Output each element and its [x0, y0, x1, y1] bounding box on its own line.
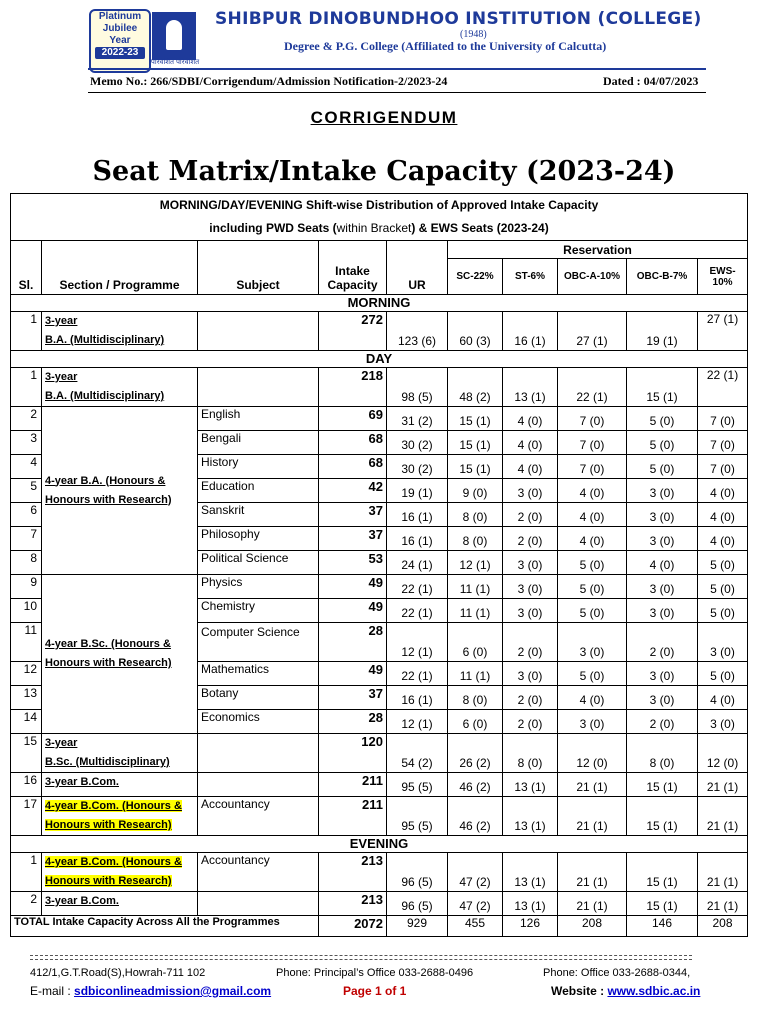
total-label: TOTAL Intake Capacity Across All the Programmes: [11, 916, 319, 937]
header-st: ST-6%: [503, 259, 558, 295]
table-row: 1 4-year B.Com. (Honours & Honours with Research) Accountancy 213 96 (5) 47 (2) 13 (1) 21 (1) 15 (1) 21 (1): [11, 853, 748, 892]
header-section: Section / Programme: [42, 241, 198, 295]
memo-date: Dated : 04/07/2023: [603, 74, 699, 88]
header-sl: Sl.: [11, 241, 42, 295]
header-rule: [88, 68, 706, 70]
seal-line: Year: [109, 35, 131, 46]
total-intake: 2072: [319, 916, 387, 937]
shift-morning: MORNING: [11, 295, 748, 312]
founded-year: (1948): [460, 29, 487, 40]
table-row: 2 4-year B.A. (Honours & Honours with Research) English 69 31 (2) 15 (1) 4 (0) 7 (0) 5 (0) 7 (0): [11, 407, 748, 431]
table-row: 8 Political Science 53 24 (1) 12 (1) 3 (0) 5 (0) 4 (0) 5 (0): [11, 551, 748, 575]
shift-evening: EVENING: [11, 836, 748, 853]
header-ews: EWS-10%: [698, 259, 748, 295]
table-row: 2 3-year B.Com. 213 96 (5) 47 (2) 13 (1) 21 (1) 15 (1) 21 (1): [11, 892, 748, 916]
document-title: Seat Matrix/Intake Capacity (2023-24): [92, 156, 676, 187]
footer-rule: [30, 959, 692, 960]
footer-website: Website : www.sdbic.ac.in: [551, 984, 701, 998]
header-sc: SC-22%: [448, 259, 503, 295]
footer-phone-principal: Phone: Principal’s Office 033-2688-0496: [276, 967, 474, 979]
table-row: 17 4-year B.Com. (Honours & Honours with Research) Accountancy 211 95 (5) 46 (2) 13 (1) 21 (1) 15 (1) 21 (1): [11, 797, 748, 836]
section-bsc-hons: 4-year B.Sc. (Honours & Honours with Research): [42, 575, 198, 734]
header-obca: OBC-A-10%: [558, 259, 627, 295]
total-row: TOTAL Intake Capacity Across All the Programmes 2072 929 455 126 208 146 208: [11, 916, 748, 937]
header-subject: Subject: [198, 241, 319, 295]
table-row: 13 Botany 37 16 (1) 8 (0) 2 (0) 4 (0) 3 (0) 4 (0): [11, 686, 748, 710]
table-row: 10 Chemistry 49 22 (1) 11 (1) 3 (0) 5 (0) 3 (0) 5 (0): [11, 599, 748, 623]
table-row: 16 3-year B.Com. 211 95 (5) 46 (2) 13 (1) 21 (1) 15 (1) 21 (1): [11, 773, 748, 797]
section-ba-hons: 4-year B.A. (Honours & Honours with Research): [42, 407, 198, 575]
table-title: MORNING/DAY/EVENING Shift-wise Distribution of Approved Intake Capacity including PWD Seats (within Bracket) & EWS Seats (2023-24): [11, 194, 748, 241]
seal-line: Jubilee: [102, 23, 138, 34]
table-row: 1 3-year B.A. (Multidisciplinary) 218 98 (5) 48 (2) 13 (1) 22 (1) 15 (1) 22 (1): [11, 368, 748, 407]
header-obcb: OBC-B-7%: [627, 259, 698, 295]
email-link[interactable]: sdbiconlineadmission@gmail.com: [74, 984, 272, 998]
seal-line: Platinum: [98, 11, 142, 22]
table-row: 1 3-year B.A. (Multidisciplinary) 272 123 (6) 60 (3) 16 (1) 27 (1) 19 (1) 27 (1): [11, 312, 748, 351]
table-row: 7 Philosophy 37 16 (1) 8 (0) 2 (0) 4 (0) 3 (0) 4 (0): [11, 527, 748, 551]
table-row: 11 Computer Science 28 12 (1) 6 (0) 2 (0) 3 (0) 2 (0) 3 (0): [11, 623, 748, 662]
memo-rule: [88, 92, 706, 93]
platinum-jubilee-seal: [89, 9, 151, 73]
table-row: 4 History 68 30 (2) 15 (1) 4 (0) 7 (0) 5 (0) 7 (0): [11, 455, 748, 479]
footer-address: 412/1,G.T.Road(S),Howrah-711 102: [30, 967, 206, 979]
affiliation: Degree & P.G. College (Affiliated to the University of Calcutta): [284, 39, 607, 53]
table-row: 5 Education 42 19 (1) 9 (0) 3 (0) 4 (0) 3 (0) 4 (0): [11, 479, 748, 503]
website-link[interactable]: www.sdbic.ac.in: [607, 984, 701, 998]
seat-matrix-table: [10, 193, 748, 937]
table-row: 15 3-year B.Sc. (Multidisciplinary) 120 54 (2) 26 (2) 8 (0) 12 (0) 8 (0) 12 (0): [11, 734, 748, 773]
table-row: 3 Bengali 68 30 (2) 15 (1) 4 (0) 7 (0) 5 (0) 7 (0): [11, 431, 748, 455]
footer-phone-office: Phone: Office 033-2688-0344,: [543, 967, 691, 979]
header-intake: Intake Capacity: [319, 241, 387, 295]
header-ur: UR: [387, 241, 448, 295]
seal-line: 2022-23: [95, 47, 145, 59]
logo-text: परिवेशित परिवेशित: [150, 59, 200, 66]
table-row: 12 Mathematics 49 22 (1) 11 (1) 3 (0) 5 (0) 3 (0) 5 (0): [11, 662, 748, 686]
table-row: 14 Economics 28 12 (1) 6 (0) 2 (0) 3 (0) 2 (0) 3 (0): [11, 710, 748, 734]
header-reservation: Reservation: [448, 241, 748, 259]
footer-rule: [30, 955, 692, 956]
table-row: 9 4-year B.Sc. (Honours & Honours with Research) Physics 49 22 (1) 11 (1) 3 (0) 5 (0) 3 (0) 5 (0): [11, 575, 748, 599]
shift-day: DAY: [11, 351, 748, 368]
college-name: SHIBPUR DINOBUNDHOO INSTITUTION (COLLEGE): [215, 9, 702, 29]
page-number: Page 1 of 1: [343, 984, 407, 998]
college-logo-icon: [152, 12, 196, 60]
memo-number: Memo No.: 266/SDBI/Corrigendum/Admission Notification-2/2023-24: [90, 74, 448, 88]
footer-email: E-mail : sdbiconlineadmission@gmail.com: [30, 984, 272, 998]
table-row: 6 Sanskrit 37 16 (1) 8 (0) 2 (0) 4 (0) 3 (0) 4 (0): [11, 503, 748, 527]
corrigendum-heading: CORRIGENDUM: [310, 108, 458, 127]
